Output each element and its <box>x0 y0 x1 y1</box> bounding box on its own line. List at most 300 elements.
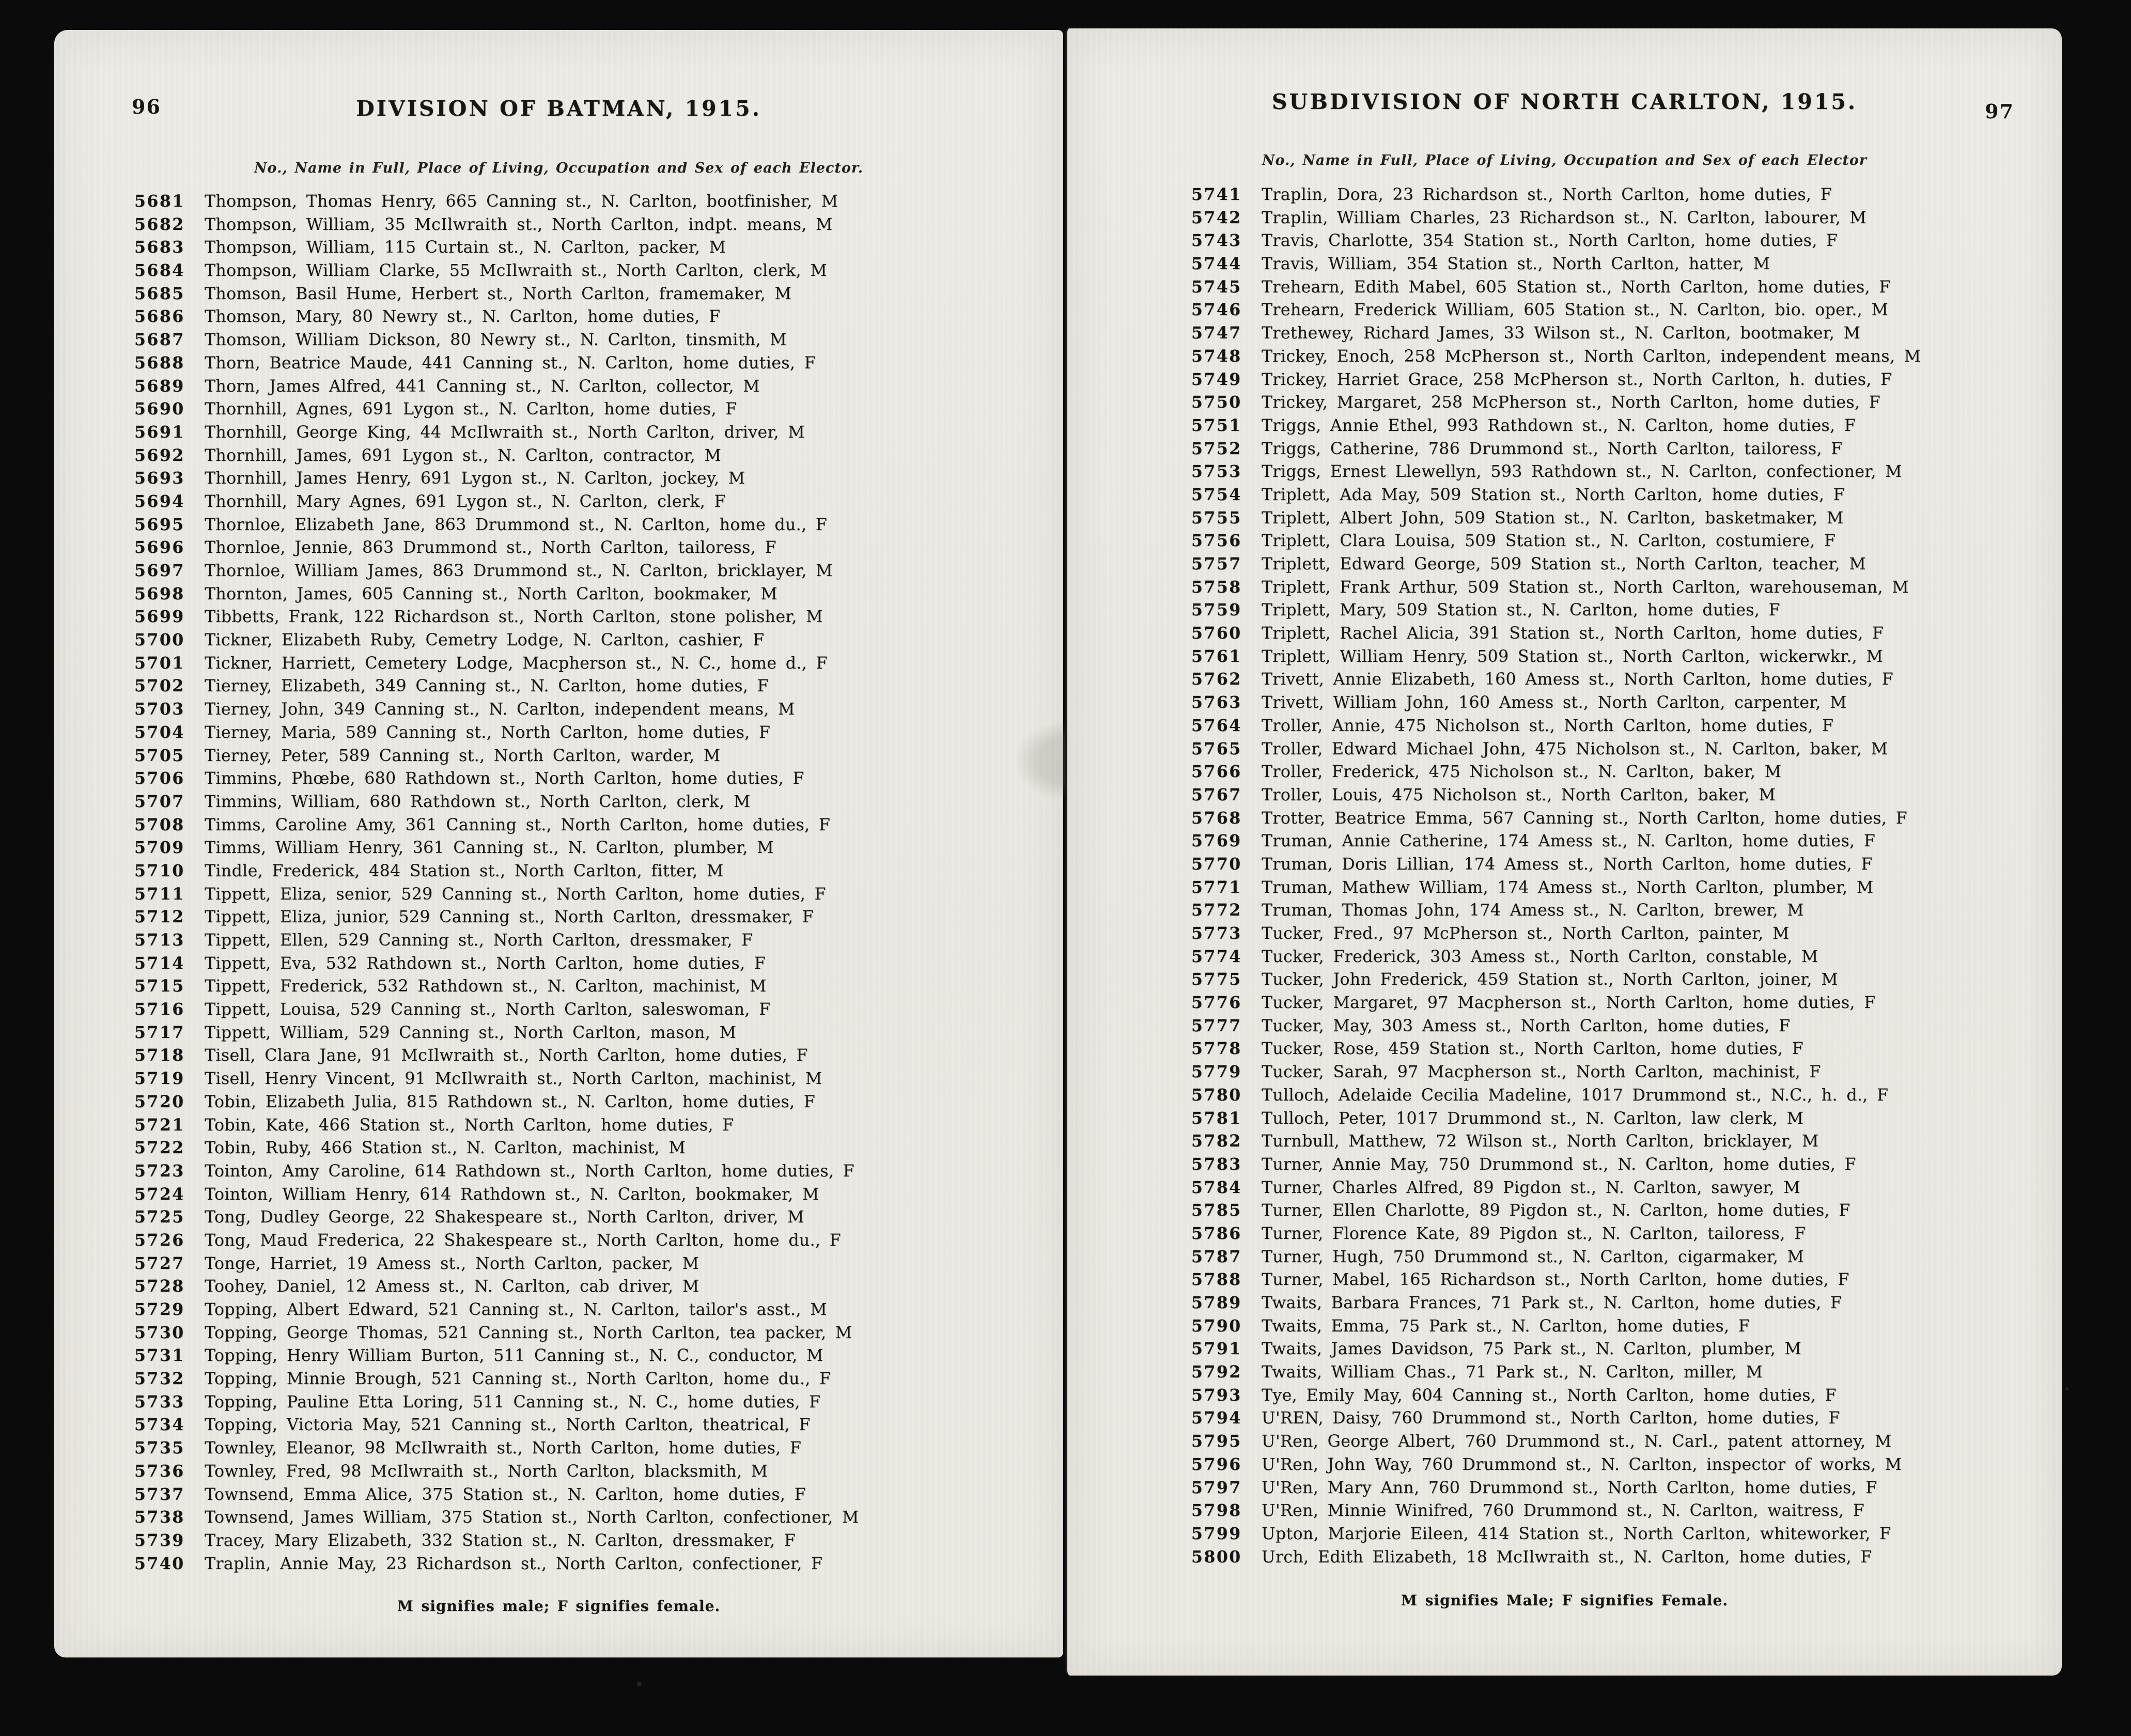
elector-details: Tindle, Frederick, 484 Station st., North Carlton, fitter, M <box>205 861 724 880</box>
elector-entry-row <box>134 560 1053 583</box>
elector-number: 5720 <box>134 1092 185 1111</box>
elector-entry-row <box>134 1114 1053 1137</box>
elector-entry-row <box>134 490 1053 514</box>
elector-details: Thornhill, Mary Agnes, 691 Lygon st., N. Carlton, clerk, F <box>205 492 726 511</box>
elector-details: Twaits, Emma, 75 Park st., N. Carlton, home duties, F <box>1262 1316 1750 1336</box>
elector-number: 5748 <box>1191 346 1242 366</box>
elector-details: Topping, Pauline Etta Loring, 511 Canning st., N. C., home duties, F <box>205 1392 821 1412</box>
elector-entry-row <box>1191 229 2051 253</box>
elector-number: 5709 <box>134 838 185 858</box>
elector-number: 5762 <box>1191 670 1242 689</box>
elector-number: 5749 <box>1191 369 1242 389</box>
elector-number: 5778 <box>1191 1039 1242 1059</box>
elector-details: Thomson, Basil Hume, Herbert st., North Carlton, framemaker, M <box>205 284 792 303</box>
elector-details: Trivett, William John, 160 Amess st., North Carlton, carpenter, M <box>1262 693 1847 712</box>
elector-entry-row <box>1191 1153 2051 1176</box>
elector-details: Turner, Mabel, 165 Richardson st., North Carlton, home duties, F <box>1262 1270 1849 1290</box>
elector-number: 5761 <box>1191 646 1242 666</box>
elector-details: Thornhill, James, 691 Lygon st., N. Carlton, contractor, M <box>205 446 722 465</box>
elector-entry-row <box>134 929 1053 952</box>
elector-number: 5726 <box>134 1230 185 1250</box>
elector-number: 5760 <box>1191 624 1242 643</box>
elector-entry-row <box>134 975 1053 998</box>
elector-entry-row <box>1191 1338 2051 1361</box>
elector-entry-row <box>1191 599 2051 622</box>
elector-details: Tippett, Eliza, junior, 529 Canning st., North Carlton, dressmaker, F <box>205 908 814 927</box>
elector-entry-row <box>134 1553 1053 1576</box>
elector-number: 5732 <box>134 1369 185 1389</box>
elector-entry-row <box>1191 899 2051 922</box>
elector-entry-row <box>1191 922 2051 946</box>
elector-entry-row <box>134 675 1053 698</box>
elector-details: Topping, Victoria May, 521 Canning st., North Carlton, theatrical, F <box>205 1416 811 1435</box>
elector-details: Triggs, Catherine, 786 Drummond st., North Carlton, tailoress, F <box>1262 439 1843 458</box>
elector-number: 5695 <box>134 515 185 534</box>
elector-details: Troller, Annie, 475 Nicholson st., North Carlton, home duties, F <box>1262 716 1834 735</box>
elector-details: Triplett, William Henry, 509 Station st., North Carlton, wickerwkr., M <box>1262 647 1884 666</box>
elector-details: Twaits, Barbara Frances, 71 Park st., N. Carlton, home duties, F <box>1262 1294 1842 1312</box>
elector-details: Thornhill, James Henry, 691 Lygon st., N. Carlton, jockey, M <box>205 469 745 488</box>
elector-number: 5708 <box>134 815 185 834</box>
elector-number: 5755 <box>1191 508 1242 528</box>
elector-entry-row <box>134 1160 1053 1183</box>
elector-details: Tippett, Louisa, 529 Canning st., North Carlton, saleswoman, F <box>205 1000 771 1019</box>
elector-details: Tucker, May, 303 Amess st., North Carlton, home duties, F <box>1262 1016 1791 1035</box>
elector-details: Tointon, Amy Caroline, 614 Rathdown st., North Carlton, home duties, F <box>205 1161 854 1181</box>
elector-entry-row <box>134 745 1053 768</box>
elector-number: 5752 <box>1191 439 1242 458</box>
elector-number: 5693 <box>134 469 185 488</box>
elector-number: 5756 <box>1191 531 1242 551</box>
elector-details: Travis, William, 354 Station st., North Carlton, hatter, M <box>1262 255 1770 274</box>
elector-number: 5684 <box>134 261 185 281</box>
elector-entry-row <box>134 1137 1053 1160</box>
elector-details: Tobin, Ruby, 466 Station st., N. Carlton, machinist, M <box>205 1139 686 1158</box>
elector-number: 5783 <box>1191 1154 1242 1174</box>
elector-number: 5705 <box>134 746 185 765</box>
elector-number: 5704 <box>134 722 185 742</box>
elector-number: 5702 <box>134 676 185 696</box>
right-elector-list <box>1191 183 2051 1569</box>
elector-details: U'Ren, John Way, 760 Drummond st., N. Carlton, inspector of works, M <box>1262 1455 1902 1474</box>
elector-details: Timmins, Phœbe, 680 Rathdown st., North Carlton, home duties, F <box>205 769 804 788</box>
elector-details: Triplett, Frank Arthur, 509 Station st., North Carlton, warehouseman, M <box>1262 578 1909 597</box>
elector-entry-row <box>134 352 1053 375</box>
elector-number: 5711 <box>134 884 185 904</box>
elector-entry-row <box>1191 576 2051 599</box>
elector-entry-row <box>1191 761 2051 784</box>
elector-entry-row <box>1191 299 2051 322</box>
elector-entry-row <box>1191 1199 2051 1222</box>
elector-number: 5793 <box>1191 1385 1242 1405</box>
elector-number: 5696 <box>134 538 185 557</box>
elector-number: 5688 <box>134 353 185 373</box>
elector-entry-row <box>134 836 1053 860</box>
elector-number: 5716 <box>134 1000 185 1019</box>
elector-number: 5798 <box>1191 1501 1242 1521</box>
elector-details: Tippett, William, 529 Canning st., North Carlton, mason, M <box>205 1023 737 1042</box>
elector-number: 5733 <box>134 1392 185 1412</box>
elector-details: Tippett, Eliza, senior, 529 Canning st., North Carlton, home duties, F <box>205 885 826 904</box>
elector-entry-row <box>1191 414 2051 438</box>
right-page <box>1065 28 2062 1676</box>
elector-entry-row <box>134 421 1053 444</box>
elector-number: 5796 <box>1191 1454 1242 1474</box>
elector-details: Tisell, Clara Jane, 91 McIlwraith st., North Carlton, home duties, F <box>205 1046 808 1065</box>
elector-number: 5699 <box>134 607 185 627</box>
elector-entry-row <box>1191 530 2051 553</box>
elector-details: Troller, Edward Michael John, 475 Nicholson st., N. Carlton, baker, M <box>1262 739 1888 758</box>
elector-entry-row <box>1191 968 2051 991</box>
elector-entry-row <box>134 1529 1053 1553</box>
elector-entry-row <box>1191 991 2051 1015</box>
elector-details: Twaits, James Davidson, 75 Park st., N. Carlton, plumber, M <box>1262 1340 1802 1359</box>
elector-number: 5694 <box>134 491 185 511</box>
elector-details: Townley, Fred, 98 McIlwraith st., North Carlton, blacksmith, M <box>205 1462 768 1481</box>
elector-entry-row <box>134 1506 1053 1529</box>
elector-number: 5719 <box>134 1069 185 1089</box>
elector-details: Troller, Louis, 475 Nicholson st., North Carlton, baker, M <box>1262 785 1776 804</box>
elector-number: 5701 <box>134 653 185 673</box>
elector-details: Timms, Caroline Amy, 361 Canning st., North Carlton, home duties, F <box>205 815 831 834</box>
elector-entry-row <box>1191 1222 2051 1246</box>
elector-entry-row <box>134 1368 1053 1391</box>
elector-entry-row <box>134 883 1053 906</box>
elector-number: 5742 <box>1191 208 1242 227</box>
elector-entry-row <box>134 467 1053 490</box>
elector-details: Tierney, Peter, 589 Canning st., North Carlton, warder, M <box>205 746 721 765</box>
elector-details: Topping, George Thomas, 521 Canning st., North Carlton, tea packer, M <box>205 1323 852 1342</box>
elector-number: 5725 <box>134 1207 185 1227</box>
elector-number: 5768 <box>1191 808 1242 828</box>
elector-number: 5745 <box>1191 277 1242 297</box>
elector-number: 5784 <box>1191 1177 1242 1197</box>
elector-details: Tucker, John Frederick, 459 Station st., North Carlton, joiner, M <box>1262 970 1838 989</box>
elector-entry-row <box>134 1414 1053 1437</box>
elector-entry-row <box>1191 1107 2051 1130</box>
elector-entry-row <box>1191 738 2051 761</box>
elector-entry-row <box>1191 1268 2051 1292</box>
elector-entry-row <box>1191 1384 2051 1407</box>
elector-entry-row <box>134 1391 1053 1414</box>
elector-details: Townsend, James William, 375 Station st., North Carlton, confectioner, M <box>205 1508 859 1527</box>
elector-entry-row <box>1191 1523 2051 1546</box>
elector-entry-row <box>1191 1546 2051 1569</box>
elector-entry-row <box>134 1206 1053 1229</box>
elector-details: Thompson, William, 35 McIlwraith st., North Carlton, indpt. means, M <box>205 215 833 234</box>
elector-details: Tippett, Ellen, 529 Canning st., North Carlton, dressmaker, F <box>205 931 753 950</box>
elector-entry-row <box>1191 645 2051 669</box>
elector-number: 5681 <box>134 192 185 211</box>
elector-entry-row <box>134 583 1053 606</box>
elector-entry-row <box>134 444 1053 468</box>
elector-entry-row <box>1191 1361 2051 1384</box>
elector-details: Thompson, William, 115 Curtain st., N. Carlton, packer, M <box>205 238 726 257</box>
elector-details: U'Ren, Minnie Winifred, 760 Drummond st., N. Carlton, waitress, F <box>1262 1501 1864 1521</box>
elector-entry-row <box>1191 784 2051 807</box>
elector-details: Triplett, Edward George, 509 Station st., North Carlton, teacher, M <box>1262 555 1866 574</box>
elector-entry-row <box>1191 1130 2051 1153</box>
elector-entry-row <box>1191 1407 2051 1430</box>
elector-entry-row <box>134 305 1053 329</box>
elector-number: 5718 <box>134 1046 185 1065</box>
elector-number: 5750 <box>1191 393 1242 412</box>
elector-details: Turner, Charles Alfred, 89 Pigdon st., N. Carlton, sawyer, M <box>1262 1178 1800 1197</box>
elector-number: 5780 <box>1191 1085 1242 1105</box>
elector-details: Travis, Charlotte, 354 Station st., North Carlton, home duties, F <box>1262 231 1838 251</box>
elector-number: 5689 <box>134 376 185 396</box>
elector-entry-row <box>1191 946 2051 969</box>
elector-entry-row <box>134 721 1053 745</box>
elector-entry-row <box>134 1252 1053 1276</box>
elector-entry-row <box>1191 1292 2051 1315</box>
elector-details: Thorn, James Alfred, 441 Canning st., N. Carlton, collector, M <box>205 377 760 396</box>
elector-number: 5800 <box>1191 1547 1242 1567</box>
elector-details: Tucker, Margaret, 97 Macpherson st., North Carlton, home duties, F <box>1262 994 1876 1013</box>
elector-details: Twaits, William Chas., 71 Park st., N. Carlton, miller, M <box>1262 1363 1763 1382</box>
elector-entry-row <box>134 213 1053 237</box>
elector-details: Topping, Minnie Brough, 521 Canning st., North Carlton, home du., F <box>205 1370 831 1389</box>
elector-entry-row <box>134 791 1053 814</box>
elector-details: Tonge, Harriet, 19 Amess st., North Carlton, packer, M <box>205 1254 699 1273</box>
elector-number: 5741 <box>1191 185 1242 204</box>
elector-entry-row <box>1191 1315 2051 1338</box>
elector-details: Tickner, Elizabeth Ruby, Cemetry Lodge, N. Carlton, cashier, F <box>205 631 765 650</box>
elector-number: 5781 <box>1191 1108 1242 1128</box>
elector-number: 5751 <box>1191 415 1242 435</box>
elector-details: U'REN, Daisy, 760 Drummond st., North Carlton, home duties, F <box>1262 1409 1840 1428</box>
elector-entry-row <box>134 1044 1053 1067</box>
elector-entry-row <box>134 1298 1053 1322</box>
elector-details: Topping, Henry William Burton, 511 Canning st., N. C., conductor, M <box>205 1346 823 1366</box>
elector-number: 5773 <box>1191 924 1242 943</box>
elector-entry-row <box>134 1322 1053 1345</box>
elector-details: Trivett, Annie Elizabeth, 160 Amess st., North Carlton, home duties, F <box>1262 670 1894 689</box>
elector-entry-row <box>1191 691 2051 715</box>
elector-entry-row <box>1191 1430 2051 1453</box>
elector-entry-row <box>1191 207 2051 230</box>
elector-details: Tong, Dudley George, 22 Shakespeare st., North Carlton, driver, M <box>205 1208 804 1227</box>
elector-entry-row <box>1191 183 2051 207</box>
elector-details: Turner, Hugh, 750 Drummond st., N. Carlton, cigarmaker, M <box>1262 1247 1805 1266</box>
elector-entry-row <box>1191 1176 2051 1200</box>
elector-entry-row <box>134 1067 1053 1091</box>
elector-details: Tierney, Maria, 589 Canning st., North Carlton, home duties, F <box>205 723 771 742</box>
elector-details: Thornton, James, 605 Canning st., North Carlton, bookmaker, M <box>205 584 777 603</box>
elector-details: Tippett, Eva, 532 Rathdown st., North Carlton, home duties, F <box>205 954 766 973</box>
elector-number: 5683 <box>134 238 185 257</box>
elector-details: Townley, Eleanor, 98 McIlwraith st., North Carlton, home duties, F <box>205 1439 802 1458</box>
elector-details: Tointon, William Henry, 614 Rathdown st., N. Carlton, bookmaker, M <box>205 1185 819 1204</box>
elector-number: 5710 <box>134 861 185 880</box>
elector-entry-row <box>1191 345 2051 368</box>
elector-details: Triggs, Annie Ethel, 993 Rathdown st., N. Carlton, home duties, F <box>1262 416 1856 435</box>
elector-entry-row <box>1191 391 2051 414</box>
elector-details: Tulloch, Peter, 1017 Drummond st., N. Carlton, law clerk, M <box>1262 1109 1804 1128</box>
elector-entry-row <box>134 1275 1053 1298</box>
elector-details: Triplett, Albert John, 509 Station st., N. Carlton, basketmaker, M <box>1262 508 1844 528</box>
elector-entry-row <box>1191 553 2051 576</box>
elector-number: 5734 <box>134 1415 185 1435</box>
elector-number: 5698 <box>134 584 185 603</box>
left-page <box>54 30 1063 1657</box>
elector-number: 5731 <box>134 1346 185 1366</box>
elector-number: 5771 <box>1191 877 1242 897</box>
elector-number: 5779 <box>1191 1062 1242 1082</box>
elector-details: Turnbull, Matthew, 72 Wilson st., North Carlton, bricklayer, M <box>1262 1132 1819 1151</box>
left-column-header: No., Name in Full, Place of Living, Occupation and Sex of each Elector. <box>254 160 864 176</box>
elector-number: 5703 <box>134 700 185 719</box>
elector-entry-row <box>134 998 1053 1021</box>
elector-details: Thompson, Thomas Henry, 665 Canning st., N. Carlton, bootfinisher, M <box>205 192 838 211</box>
elector-number: 5763 <box>1191 693 1242 712</box>
elector-details: Truman, Doris Lillian, 174 Amess st., North Carlton, home duties, F <box>1262 855 1873 874</box>
elector-entry-row <box>134 814 1053 837</box>
elector-number: 5691 <box>134 422 185 442</box>
elector-entry-row <box>134 1091 1053 1114</box>
elector-details: Townsend, Emma Alice, 375 Station st., N. Carlton, home duties, F <box>205 1485 806 1504</box>
elector-number: 5790 <box>1191 1316 1242 1336</box>
elector-details: Trickey, Enoch, 258 McPherson st., North Carlton, independent means, M <box>1262 347 1921 366</box>
elector-details: Trehearn, Edith Mabel, 605 Station st., North Carlton, home duties, F <box>1262 277 1891 297</box>
elector-number: 5758 <box>1191 577 1242 597</box>
elector-number: 5787 <box>1191 1247 1242 1266</box>
elector-entry-row <box>1191 276 2051 299</box>
right-page-footer: M signifies Male; F signifies Female. <box>1401 1592 1729 1609</box>
elector-details: Tucker, Sarah, 97 Macpherson st., North Carlton, machinist, F <box>1262 1063 1821 1082</box>
elector-details: Trotter, Beatrice Emma, 567 Canning st., North Carlton, home duties, F <box>1262 809 1907 828</box>
elector-entry-row <box>134 1344 1053 1368</box>
elector-details: Turner, Annie May, 750 Drummond st., N. Carlton, home duties, F <box>1262 1155 1856 1174</box>
elector-details: Triplett, Ada May, 509 Station st., North Carlton, home duties, F <box>1262 485 1845 504</box>
elector-number: 5777 <box>1191 1016 1242 1035</box>
elector-details: Tye, Emily May, 604 Canning st., North Carlton, home duties, F <box>1262 1386 1837 1405</box>
elector-entry-row <box>1191 507 2051 530</box>
elector-entry-row <box>1191 253 2051 276</box>
elector-details: Triggs, Ernest Llewellyn, 593 Rathdown st., N. Carlton, confectioner, M <box>1262 462 1902 482</box>
elector-number: 5714 <box>134 953 185 973</box>
elector-entry-row <box>1191 438 2051 461</box>
elector-number: 5766 <box>1191 762 1242 782</box>
elector-number: 5754 <box>1191 485 1242 504</box>
elector-number: 5776 <box>1191 993 1242 1013</box>
elector-entry-row <box>1191 460 2051 484</box>
elector-number: 5713 <box>134 931 185 950</box>
elector-entry-row <box>1191 1499 2051 1523</box>
elector-number: 5789 <box>1191 1293 1242 1312</box>
elector-entry-row <box>134 283 1053 306</box>
elector-number: 5721 <box>134 1115 185 1135</box>
elector-details: Tucker, Rose, 459 Station st., North Carlton, home duties, F <box>1262 1040 1803 1059</box>
elector-number: 5738 <box>134 1508 185 1527</box>
elector-details: Tibbetts, Frank, 122 Richardson st., North Carlton, stone polisher, M <box>205 608 823 627</box>
elector-entry-row <box>134 1460 1053 1483</box>
elector-entry-row <box>1191 830 2051 853</box>
elector-entry-row <box>134 906 1053 929</box>
elector-details: Turner, Ellen Charlotte, 89 Pigdon st., N. Carlton, home duties, F <box>1262 1201 1850 1220</box>
elector-number: 5700 <box>134 630 185 650</box>
elector-number: 5782 <box>1191 1132 1242 1151</box>
elector-entry-row <box>1191 1453 2051 1477</box>
elector-details: Thorn, Beatrice Maude, 441 Canning st., N. Carlton, home duties, F <box>205 353 816 373</box>
elector-entry-row <box>134 1437 1053 1460</box>
elector-number: 5791 <box>1191 1339 1242 1359</box>
elector-entry-row <box>134 1229 1053 1252</box>
elector-details: Thompson, William Clarke, 55 McIlwraith st., North Carlton, clerk, M <box>205 261 827 281</box>
elector-entry-row <box>134 606 1053 629</box>
elector-details: Tobin, Kate, 466 Station st., North Carlton, home duties, F <box>205 1115 734 1135</box>
elector-details: Timms, William Henry, 361 Canning st., N. Carlton, plumber, M <box>205 839 774 858</box>
elector-details: Thornloe, Elizabeth Jane, 863 Drummond st., N. Carlton, home du., F <box>205 515 828 534</box>
elector-entry-row <box>134 698 1053 721</box>
elector-details: Tong, Maud Frederica, 22 Shakespeare st., North Carlton, home du., F <box>205 1231 842 1250</box>
elector-details: Traplin, William Charles, 23 Richardson st., N. Carlton, labourer, M <box>1262 208 1867 227</box>
elector-details: Triplett, Mary, 509 Station st., N. Carlton, home duties, F <box>1262 601 1780 620</box>
elector-details: Turner, Florence Kate, 89 Pigdon st., N. Carlton, tailoress, F <box>1262 1224 1806 1243</box>
elector-number: 5775 <box>1191 970 1242 989</box>
left-page-number: 96 <box>132 95 161 118</box>
elector-number: 5747 <box>1191 323 1242 343</box>
elector-number: 5797 <box>1191 1478 1242 1497</box>
elector-number: 5757 <box>1191 554 1242 574</box>
elector-details: Topping, Albert Edward, 521 Canning st., N. Carlton, tailor's asst., M <box>205 1300 827 1319</box>
elector-details: Thornloe, William James, 863 Drummond st., N. Carlton, bricklayer, M <box>205 562 833 580</box>
elector-number: 5770 <box>1191 854 1242 874</box>
elector-entry-row <box>134 259 1053 283</box>
elector-entry-row <box>134 190 1053 213</box>
elector-number: 5794 <box>1191 1408 1242 1428</box>
elector-details: Thornhill, George King, 44 McIlwraith st., North Carlton, driver, M <box>205 423 805 442</box>
elector-details: Tisell, Henry Vincent, 91 McIlwraith st., North Carlton, machinist, M <box>205 1070 822 1089</box>
elector-details: U'Ren, George Albert, 760 Drummond st., N. Carl., patent attorney, M <box>1262 1432 1892 1451</box>
elector-details: Upton, Marjorie Eileen, 414 Station st., North Carlton, whiteworker, F <box>1262 1524 1891 1543</box>
left-elector-list <box>134 190 1053 1575</box>
elector-number: 5717 <box>134 1022 185 1042</box>
elector-number: 5774 <box>1191 947 1242 966</box>
elector-number: 5765 <box>1191 739 1242 758</box>
elector-number: 5767 <box>1191 785 1242 804</box>
elector-number: 5785 <box>1191 1201 1242 1220</box>
elector-details: Tobin, Elizabeth Julia, 815 Rathdown st., N. Carlton, home duties, F <box>205 1092 816 1111</box>
elector-number: 5724 <box>134 1184 185 1204</box>
elector-entry-row <box>1191 1084 2051 1107</box>
elector-details: Thornloe, Jennie, 863 Drummond st., North Carlton, tailoress, F <box>205 538 776 557</box>
elector-details: U'Ren, Mary Ann, 760 Drummond st., North Carlton, home duties, F <box>1262 1478 1877 1497</box>
elector-number: 5739 <box>134 1530 185 1550</box>
elector-number: 5685 <box>134 284 185 303</box>
elector-number: 5746 <box>1191 300 1242 320</box>
elector-number: 5692 <box>134 445 185 465</box>
elector-number: 5737 <box>134 1484 185 1504</box>
elector-details: Thomson, William Dickson, 80 Newry st., N. Carlton, tinsmith, M <box>205 331 787 350</box>
right-page-title: SUBDIVISION OF NORTH CARLTON, 1915. <box>1271 89 1858 114</box>
elector-details: Troller, Frederick, 475 Nicholson st., N. Carlton, baker, M <box>1262 763 1782 782</box>
elector-number: 5697 <box>134 561 185 580</box>
elector-details: Tulloch, Adelaide Cecilia Madeline, 1017 Drummond st., N.C., h. d., F <box>1262 1086 1889 1105</box>
elector-number: 5764 <box>1191 716 1242 735</box>
elector-entry-row <box>134 236 1053 259</box>
elector-details: Urch, Edith Elizabeth, 18 McIlwraith st., N. Carlton, home duties, F <box>1262 1547 1872 1567</box>
elector-entry-row <box>134 1483 1053 1507</box>
elector-number: 5799 <box>1191 1524 1242 1543</box>
elector-number: 5792 <box>1191 1362 1242 1382</box>
elector-details: Tierney, John, 349 Canning st., N. Carlton, independent means, M <box>205 700 795 719</box>
elector-details: Tracey, Mary Elizabeth, 332 Station st., N. Carlton, dressmaker, F <box>205 1531 796 1550</box>
elector-details: Toohey, Daniel, 12 Amess st., N. Carlton, cab driver, M <box>205 1277 699 1296</box>
elector-entry-row <box>1191 1015 2051 1038</box>
elector-entry-row <box>1191 876 2051 900</box>
elector-entry-row <box>1191 668 2051 691</box>
